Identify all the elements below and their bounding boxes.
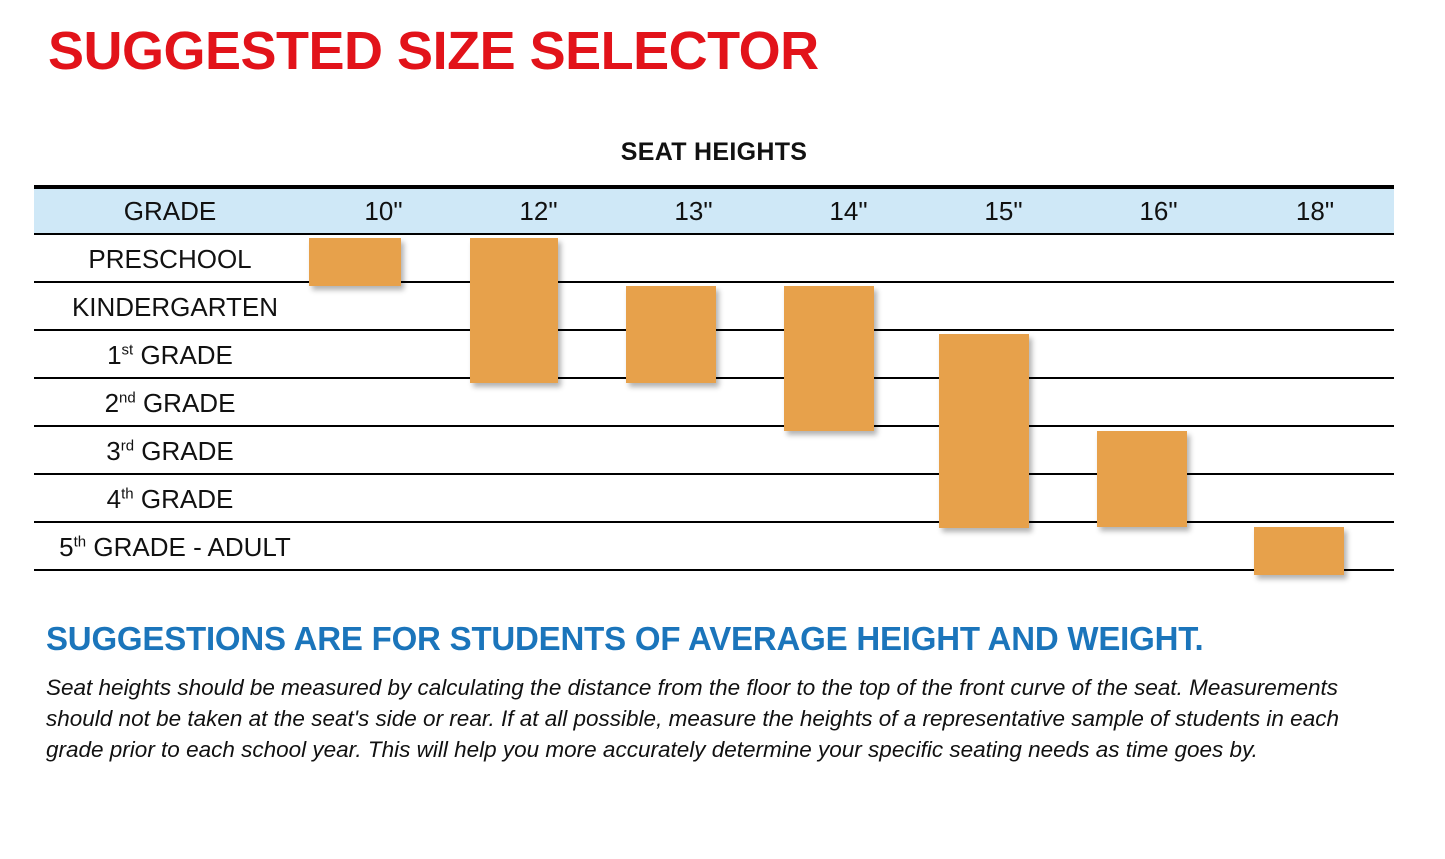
column-header-16in: 16" — [1139, 196, 1178, 226]
bar-13in-kindergarten-to-1st — [626, 286, 716, 383]
column-header-18in: 18" — [1295, 196, 1335, 226]
row-label-preschool: PRESCHOOL — [88, 244, 252, 274]
bar-16in-3rd-to-4th — [1097, 431, 1187, 527]
row-label-kindergarten: KINDERGARTEN — [71, 292, 279, 322]
column-header-12in: 12" — [519, 196, 558, 226]
bar-15in-2nd-to-4th — [939, 334, 1029, 528]
table-header-row — [34, 185, 1394, 235]
table-row — [34, 523, 1394, 571]
table-row — [34, 427, 1394, 475]
subheading: SUGGESTIONS ARE FOR STUDENTS OF AVERAGE HEIGHT AND WEIGHT. — [46, 620, 1204, 657]
bar-12in-preschool-to-1st — [470, 238, 558, 383]
row-label-3rd-grade: 3rd GRADE — [106, 436, 234, 466]
row-label-2nd-grade: 2nd GRADE — [104, 388, 236, 418]
column-header-13in: 13" — [674, 196, 713, 226]
row-label-5th-grade-adult: 5th GRADE - ADULT — [59, 532, 291, 562]
body-copy — [46, 672, 1376, 765]
page-title: SUGGESTED SIZE SELECTOR — [48, 21, 819, 81]
column-header-10in: 10" — [364, 196, 403, 226]
bar-18in-5th-adult — [1254, 527, 1344, 575]
bar-10in-preschool — [309, 238, 401, 286]
body-copy-text: Seat heights should be measured by calculating the distance from the floor to the top of the front curve of the seat. Measurements should not be taken at the seat's side or rear. If at all possible, measure the heights of a representative sample of students in each grade prior to each school year. This will help you more accurately determine your specific seating needs as time goes by. — [46, 675, 1339, 762]
row-label-4th-grade: 4th GRADE — [106, 484, 234, 514]
table-row — [34, 379, 1394, 427]
chart-title: SEAT HEIGHTS — [620, 138, 808, 166]
table-body — [34, 235, 1394, 583]
column-header-14in: 14" — [829, 196, 868, 226]
table-row — [34, 235, 1394, 283]
row-label-1st-grade: 1st GRADE — [107, 340, 233, 370]
bar-14in-kindergarten-to-2nd — [784, 286, 874, 431]
size-selector-chart — [34, 138, 1394, 593]
column-header-grade: GRADE — [123, 196, 217, 226]
column-header-15in: 15" — [984, 196, 1023, 226]
table-row — [34, 475, 1394, 523]
